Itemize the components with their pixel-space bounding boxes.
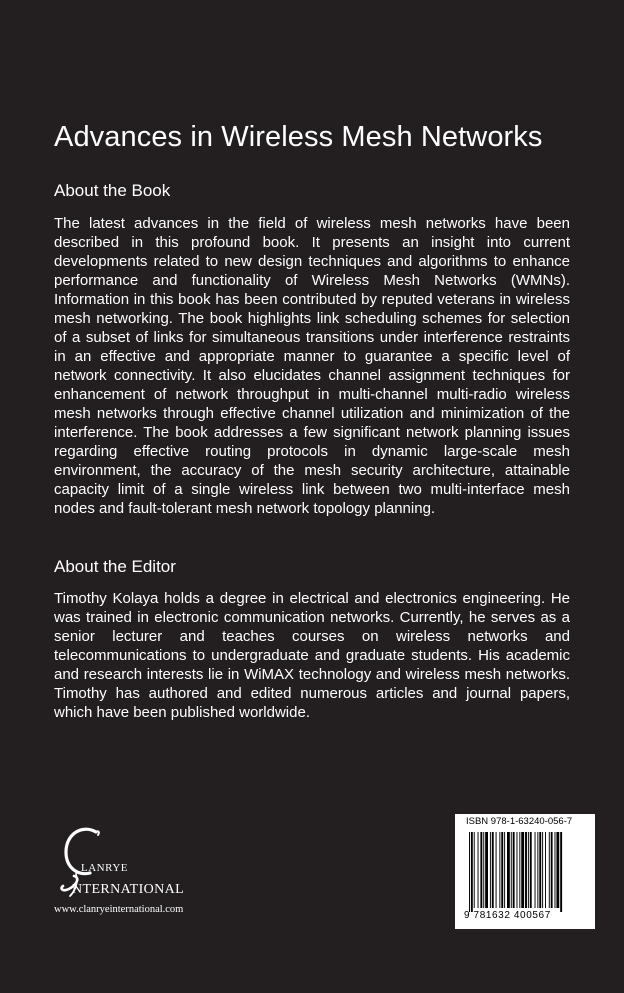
book-title: Advances in Wireless Mesh Networks: [54, 121, 543, 154]
publisher-name-line2: NTERNATIONAL: [72, 882, 185, 897]
publisher-monogram-icon: [52, 818, 222, 918]
about-book-text: The latest advances in the field of wireless mesh networks have been described in this profound book. It presents an insight into current developments related to new design techniques and algorithms to enhance performance and functionality of Wireless Mesh Networks (WMNs). Information in this book has been contributed by reputed veterans in wireless mesh networking. The book highlights link scheduling schemes for selection of a subset of links for simultaneous transitions under interference restraints in an effective and appropriate manner to guarantee a specific level of network connectivity. It also elucidates channel assignment techniques for enhancement of network throughput in multi-channel multi-radio wireless mesh networks through effective channel utilization and minimization of the interference. The book addresses a few significant network planning issues regarding effective routing protocols in dynamic large-scale mesh environment, the accuracy of the mesh security architecture, attainable capacity limit of a single wireless link between two multi-interface mesh nodes and fault-tolerant mesh network topology planning.: [54, 215, 570, 517]
barcode-digits: 9 781632 400567: [464, 910, 551, 921]
barcode-box: [455, 814, 595, 929]
about-editor-heading: About the Editor: [54, 557, 176, 576]
isbn-label: ISBN 978-1-63240-056-7: [466, 816, 573, 827]
publisher-url: www.clanryeinternational.com: [54, 904, 184, 915]
about-editor-text: Timothy Kolaya holds a degree in electrical and electronics engineering. He was trained in electronic communication networks. Currently, he serves as a senior lecturer and teaches courses on wireless networks and telecommunications to undergraduate and graduate students. His academic and research interests lie in WiMAX technology and wireless mesh networks. Timothy has authored and edited numerous articles and journal papers, which have been published worldwide.: [54, 590, 570, 721]
publisher-name-line1: LANRYE: [81, 862, 128, 874]
about-book-heading: About the Book: [54, 181, 171, 200]
publisher-logo: [52, 818, 222, 918]
